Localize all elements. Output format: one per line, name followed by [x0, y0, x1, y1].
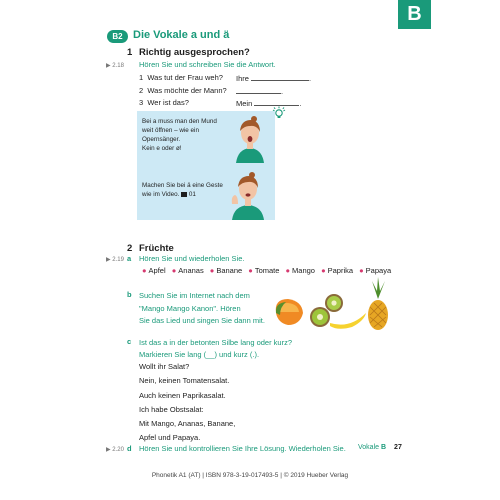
- answer-blank[interactable]: [236, 86, 281, 94]
- tip-box: [137, 111, 275, 220]
- question-number: 2: [139, 86, 144, 95]
- fruit-item: ● Banane: [209, 266, 243, 275]
- tip-text-1: [142, 117, 217, 153]
- exercise-title-text: Früchte: [139, 243, 174, 254]
- text-line: Auch keinen Paprikasalat.: [139, 390, 226, 400]
- fruit-item: ● Ananas: [171, 266, 204, 275]
- answer-blank[interactable]: [251, 73, 309, 81]
- bullet-icon: ●: [359, 266, 364, 275]
- tip-line: wie im Video.: [142, 191, 180, 198]
- section-title: Die Vokale a und ä: [133, 29, 230, 41]
- gesture-woman-illustration: [226, 168, 270, 220]
- tip-line: Opernsänger.: [142, 136, 181, 143]
- page-reference: [358, 444, 402, 451]
- bullet-icon: ●: [171, 266, 177, 275]
- footer-imprint: Phonetik A1 (AT) | ISBN 978-3-19-017493-5 | © 2019 Hueber Verlag: [151, 472, 349, 479]
- exercise-2a-instruction: Hören Sie und wiederholen Sie.: [139, 254, 245, 263]
- video-icon: [181, 192, 187, 197]
- track-number: 2.20: [112, 447, 124, 453]
- play-icon: ▶: [106, 257, 111, 263]
- play-icon: ▶: [106, 63, 111, 69]
- audio-track-2-18[interactable]: [106, 62, 124, 69]
- play-icon: ▶: [106, 447, 111, 453]
- bullet-icon: ●: [142, 266, 147, 275]
- exercise-2-title: [127, 243, 174, 254]
- tip-line-video: [142, 190, 223, 199]
- page-number: 27: [394, 444, 402, 451]
- exercise-1-instruction: Hören Sie und schreiben Sie die Antwort.: [139, 60, 276, 69]
- text-line: Apfel und Papaya.: [139, 433, 201, 443]
- tip-line: weit öffnen – wie ein: [142, 127, 199, 134]
- answer-2: .: [236, 86, 283, 96]
- fruit-item: ● Paprika: [321, 266, 354, 275]
- track-number: 2.19: [112, 257, 124, 263]
- text-line: Nein, keinen Tomatensalat.: [139, 376, 230, 386]
- exercise-number: 2: [127, 243, 133, 254]
- fruit-item: ● Mango: [285, 266, 315, 275]
- exercise-title-text: Richtig ausgesprochen?: [139, 47, 250, 58]
- question-3: [139, 98, 189, 107]
- answer-3: Mein .: [236, 99, 302, 108]
- fruit-item: ● Apfel: [142, 266, 166, 275]
- question-text: Wer ist das?: [147, 98, 189, 107]
- tip-text-2: [142, 181, 223, 199]
- fruit-illustration: [272, 277, 394, 331]
- audio-track-2-20[interactable]: [106, 446, 124, 453]
- instruction-line: Markieren Sie lang (__) und kurz (.).: [139, 350, 260, 359]
- exercise-2d-instruction: Hören Sie und kontrollieren Sie Ihre Lösung. Wiederholen Sie.: [139, 444, 346, 453]
- fruit-list: [142, 266, 395, 275]
- answer-prefix: Mein: [236, 99, 253, 108]
- chapter-section: B: [380, 444, 387, 451]
- question-1: [139, 73, 223, 82]
- question-number: 3: [139, 98, 144, 107]
- instruction-line: Suchen Sie im Internet nach dem: [139, 291, 250, 300]
- question-text: Was tut der Frau weh?: [147, 73, 223, 82]
- bullet-icon: ●: [321, 266, 326, 275]
- audio-track-2-19[interactable]: [106, 256, 124, 263]
- bullet-icon: ●: [285, 266, 291, 275]
- instruction-line: Sie das Lied und singen Sie dann mit.: [139, 316, 265, 325]
- text-line: Wollt ihr Salat?: [139, 362, 190, 371]
- chapter-label: Vokale: [358, 444, 380, 451]
- exercise-2c-instruction: [139, 337, 292, 361]
- answer-prefix: Ihre: [236, 74, 249, 83]
- exercise-2c-text: [139, 360, 235, 446]
- subtask-letter-a: a: [127, 254, 132, 263]
- track-number: 2.18: [112, 63, 124, 69]
- fruit-item: ● Tomate: [248, 266, 280, 275]
- text-line: Ich habe Obstsalat:: [139, 404, 204, 414]
- question-text: Was möchte der Mann?: [147, 86, 227, 95]
- bullet-icon: ●: [209, 266, 215, 275]
- tip-line: Kein e oder ø!: [142, 145, 182, 152]
- tip-line: Bei a muss man den Mund: [142, 118, 217, 125]
- subtask-letter-d: d: [127, 444, 132, 453]
- instruction-line: Ist das a in der betonten Silbe lang oder kurz?: [139, 338, 293, 347]
- section-badge: B2: [107, 30, 128, 43]
- bullet-icon: ●: [248, 266, 253, 275]
- subtask-letter-c: c: [127, 337, 132, 346]
- instruction-line: "Mango Mango Kanon". Hören: [139, 303, 241, 313]
- exercise-number: 1: [127, 47, 133, 58]
- answer-1: Ihre .: [236, 74, 312, 83]
- fruit-item: ● Papaya: [359, 266, 392, 275]
- subtask-letter-b: b: [127, 290, 132, 299]
- answer-blank[interactable]: [254, 98, 299, 106]
- exercise-1-title: [127, 47, 250, 58]
- video-ref: 01: [188, 191, 196, 198]
- singer-woman-illustration: [230, 115, 270, 163]
- question-2: [139, 86, 227, 95]
- question-number: 1: [139, 73, 144, 82]
- text-line: Mit Mango, Ananas, Banane,: [139, 419, 236, 429]
- section-tab: B: [398, 0, 431, 29]
- tip-line: Machen Sie bei ä eine Geste: [142, 182, 223, 189]
- exercise-2b-instruction: [139, 290, 265, 328]
